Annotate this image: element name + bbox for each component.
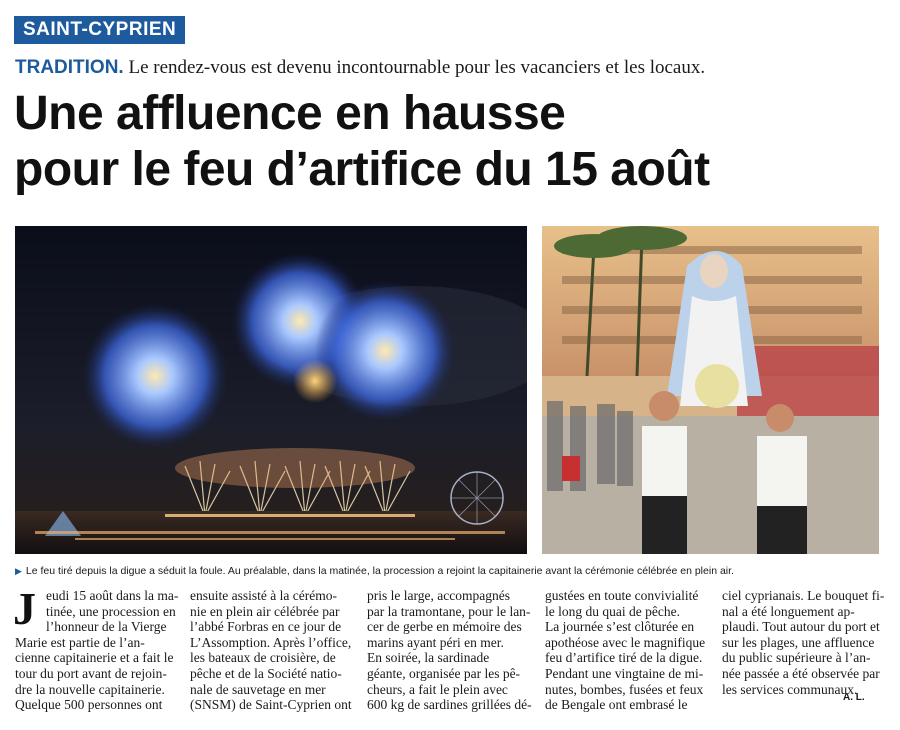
article-line: 600 kg de sardines grillées dé- xyxy=(367,697,532,713)
article-line: le long du quai de pêche. xyxy=(545,603,680,619)
article-line: pêche et de la Société natio- xyxy=(190,665,342,681)
headline xyxy=(14,86,894,198)
article-column-1 xyxy=(13,583,179,713)
article-line: nale de sauvetage en mer xyxy=(190,681,326,697)
fireworks-photo xyxy=(15,226,527,554)
article-line: cheurs, a fait le plein avec xyxy=(367,681,508,697)
caption-text: Le feu tiré depuis la digue a séduit la foule. Au préalable, dans la matinée, la procession a rejoint la capitainerie avant la cérémonie célébrée en plein air. xyxy=(25,565,734,577)
article-line: les bateaux de croisière, de xyxy=(190,650,336,666)
drop-cap: J xyxy=(13,583,36,634)
section-label: SAINT-CYPRIEN xyxy=(14,16,185,44)
article-line: sur les plages, une affluence xyxy=(722,634,875,650)
article-line: (SNSM) de Saint-Cyprien ont xyxy=(190,697,352,713)
kicker-label: TRADITION. xyxy=(15,57,124,78)
article-line: En soirée, la sardinade xyxy=(367,650,490,666)
article-line: du public supérieure à l’an- xyxy=(722,650,871,666)
article-line: par la tramontane, pour le lan- xyxy=(367,603,531,619)
byline: A. L. xyxy=(843,692,865,703)
article-line: cienne capitainerie et a fait le xyxy=(15,650,174,666)
article-line: Pendant une vingtaine de mi- xyxy=(545,665,704,681)
article-line: Quelque 500 personnes ont xyxy=(15,697,163,713)
article-column-5 xyxy=(722,588,884,697)
article-line: pris le large, accompagnés xyxy=(367,588,510,603)
kicker-text: Le rendez-vous est devenu incontournable pour les vacanciers et les locaux. xyxy=(128,57,706,78)
article-line: La journée s’est clôturée en xyxy=(545,619,695,635)
headline-line-2: pour le feu d’artifice du 15 août xyxy=(14,143,710,196)
article-line: tour du port avant de rejoin- xyxy=(15,665,167,681)
procession-photo xyxy=(542,226,879,554)
article-line: géante, organisée par les pê- xyxy=(367,665,521,681)
article-line: cer de gerbe en mémoire des xyxy=(367,619,522,635)
article-line: tinée, une procession en xyxy=(46,603,176,619)
photo-caption xyxy=(15,565,885,577)
article-line: nal a été longuement ap- xyxy=(722,603,855,619)
article-line: ciel cyprianais. Le bouquet fi- xyxy=(722,588,885,603)
article-line: nie en plein air célébrée par xyxy=(190,603,340,619)
article-column-2 xyxy=(190,588,355,713)
headline-line-1: Une affluence en hausse xyxy=(14,87,566,140)
article-line: ensuite assisté à la cérémo- xyxy=(190,588,337,603)
article-line: plaudi. Tout autour du port et xyxy=(722,619,880,635)
article-column-3 xyxy=(367,588,532,713)
article-line: gustées en toute convivialité xyxy=(545,588,699,603)
article-line: l’abbé Forbras en ce jour de xyxy=(190,619,342,635)
kicker xyxy=(15,57,705,79)
article-column-4 xyxy=(545,588,710,713)
article-line: nutes, bombes, fusées et feux xyxy=(545,681,704,697)
article-line: feu d’artifice tiré de la digue. xyxy=(545,650,703,666)
article-line: eudi 15 août dans la ma- xyxy=(46,588,179,603)
article-line: apothéose avec le magnifique xyxy=(545,634,706,650)
article-line: l’honneur de la Vierge xyxy=(46,619,167,635)
article-line: de Bengale ont embrasé le xyxy=(545,697,688,713)
article-line: née passée a été observée par xyxy=(722,665,880,681)
article-line: marins ayant péri en mer. xyxy=(367,634,504,650)
caption-arrow-icon: ▶ xyxy=(15,566,22,576)
article-line: Marie est partie de l’an- xyxy=(15,634,145,650)
article-line: dre la nouvelle capitainerie. xyxy=(15,681,165,697)
article-line: L’Assomption. Après l’office, xyxy=(190,634,352,650)
article-line: les services communaux. xyxy=(722,681,858,697)
